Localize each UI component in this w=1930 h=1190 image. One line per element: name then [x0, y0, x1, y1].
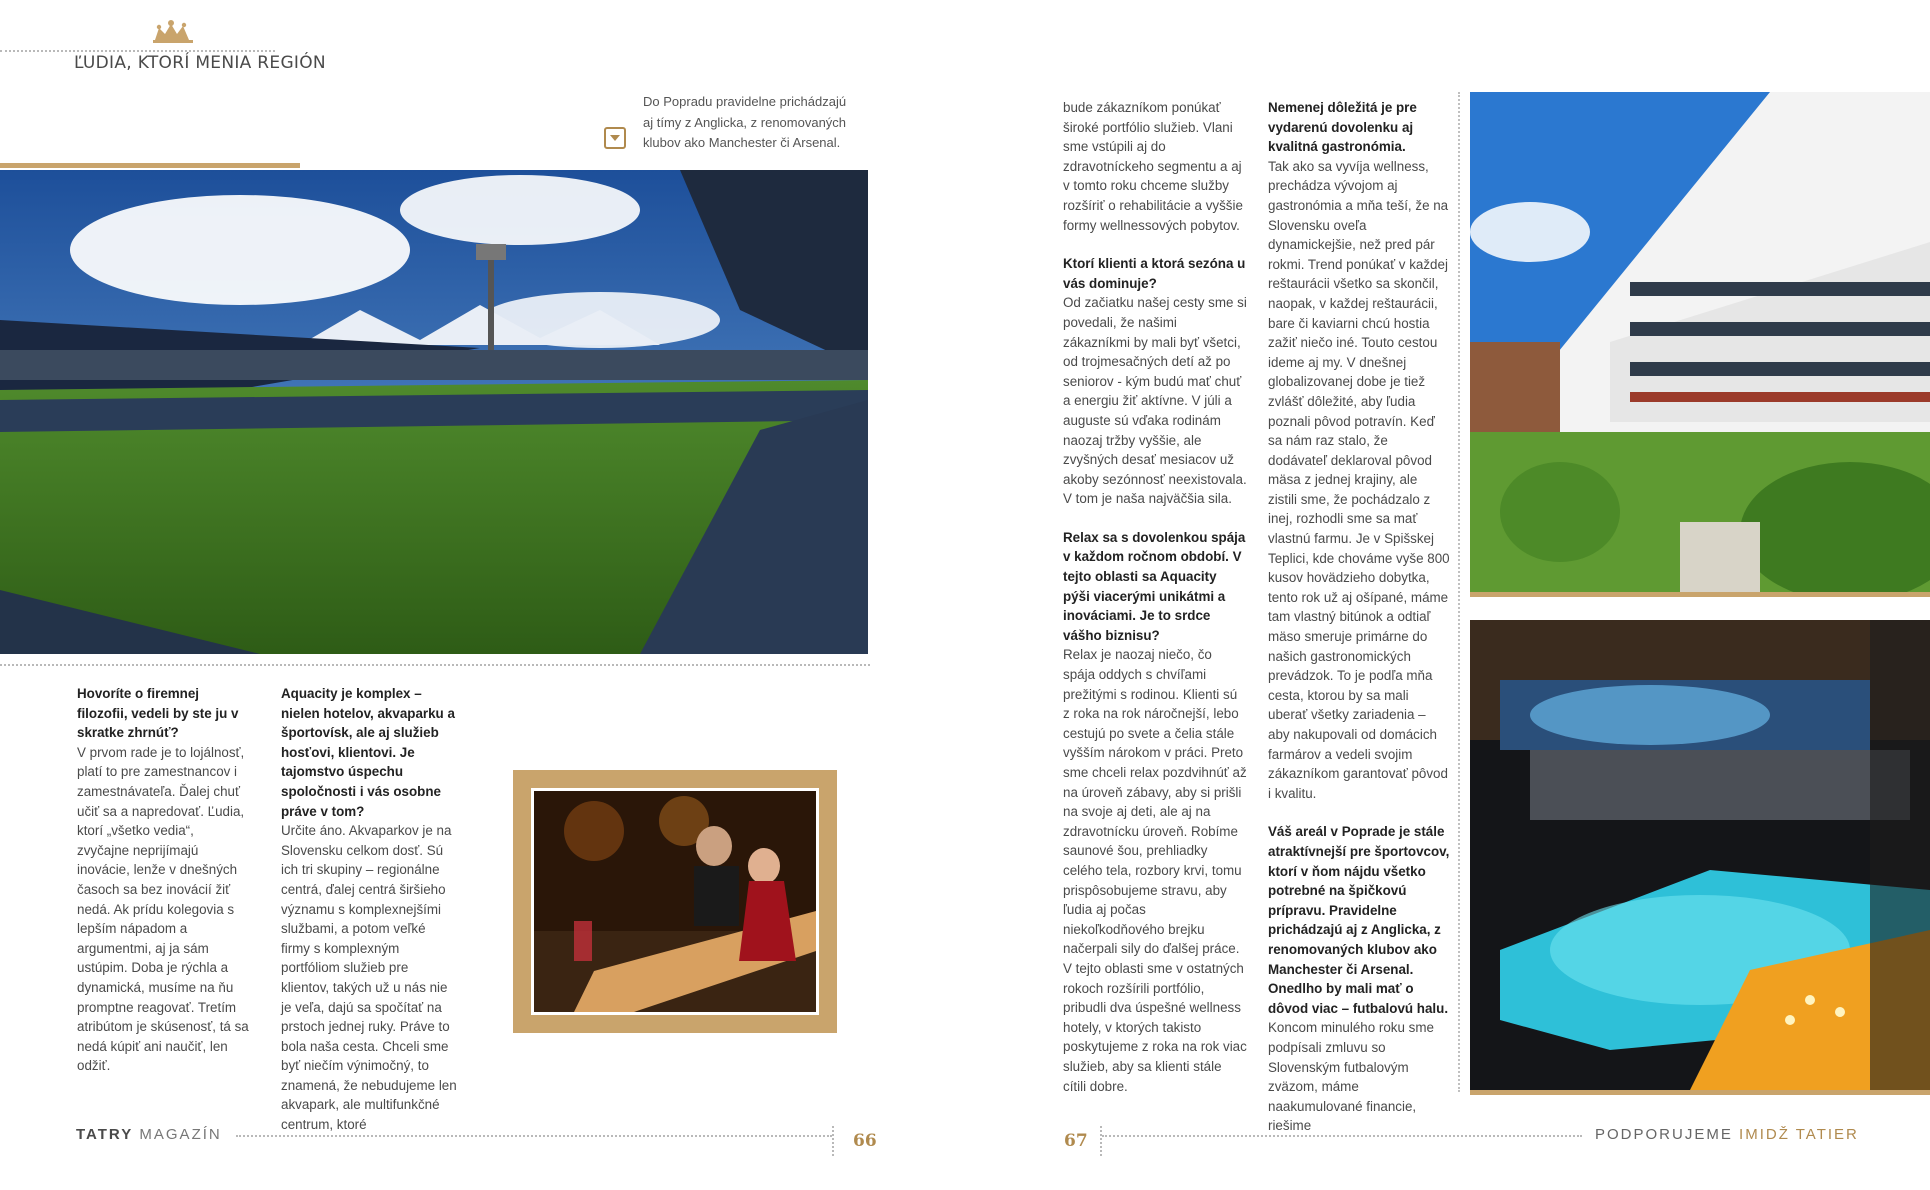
column-separator — [1458, 92, 1460, 1092]
footer-rule-left — [236, 1135, 832, 1137]
answer: Od začiatku našej cesty sme si povedali, že našimi zákazníkmi by mali byť všetci, od trojmesačných detí až po seniorov - kým budú mať chuť a energiu žiť aktívne. V júli a auguste sú vďaka rodinám naozaj tržby vyššie, ale zvyšných desať mesiacov už akoby sezónnosť neexistovala. V tom je naša najväčšia sila. — [1063, 295, 1247, 507]
stadium-photo — [0, 170, 868, 654]
footer-rule-right — [1102, 1135, 1582, 1137]
hotel-photo — [1470, 92, 1930, 592]
question: Aquacity je komplex – nielen hotelov, akvaparku a športovísk, ale aj služieb hosťovi, klientovi. Je tajomstvo úspechu spoločnosti i vás osobne práve v tom? — [281, 686, 455, 819]
answer: bude zákazníkom ponúkať široké portfólio služieb. Vlani sme vstúpili aj do zdravotníckeho segmentu a aj v tomto roku chceme služby rozšíriť o rehabilitácie a vyššie formy wellnessových pobytov. — [1063, 100, 1243, 233]
photo-bottom-bar — [1470, 1090, 1930, 1095]
left-column-2 — [281, 684, 457, 1154]
brand-light: MAGAZÍN — [139, 1126, 222, 1143]
question: Ktorí klienti a ktorá sezóna u vás dominuje? — [1063, 256, 1246, 291]
bar-photo-frame — [513, 770, 837, 1033]
magazine-logo-icon — [151, 18, 195, 44]
photo-divider — [1470, 592, 1930, 597]
slogan-a: PODPORUJEME — [1595, 1126, 1733, 1143]
page-number-left: 66 — [853, 1131, 877, 1151]
page-number-right: 67 — [1064, 1131, 1088, 1151]
brand-bold: TATRY — [76, 1126, 134, 1143]
footer-tick-left — [832, 1126, 834, 1156]
footer-brand — [76, 1126, 222, 1143]
bar-photo — [531, 788, 819, 1015]
slogan-b: IMIDŽ TATIER — [1739, 1126, 1859, 1143]
question: Nemenej dôležitá je pre vydarenú dovolenku aj kvalitná gastronómia. — [1268, 100, 1417, 155]
gold-accent-bar — [0, 163, 300, 168]
section-title: ĽUDIA, KTORÍ MENIA REGIÓN — [74, 53, 326, 73]
answer: Relax je naozaj niečo, čo spája oddych s chvíľami prežitými s rodinou. Klienti sú z roka na rok náročnejší, lebo cestujú po svete a čelia stále vyšším nárokom v práci. Preto sme chceli relax pozdvihnúť až na úroveň zábavy, aby si prišli na svoje aj deti, ale aj na zdravotnícku úroveň. Robíme saunové šou, prehliadky celého tela, rozbory krvi, tomu prispôsobujeme stravu, aby ľudia aj počas niekoľkodňového brejku načerpali sily do ďalšej práce. V tejto oblasti sme v ostatných rokoch rozšírili portfólio, pribudli dva úspešné wellness hotely, v ktorých takisto poskytujeme z roka na rok viac služieb, aby sa klienti stále cítili dobre. — [1063, 647, 1247, 1094]
right-column-1 — [1063, 98, 1247, 1115]
caption-marker-icon — [604, 127, 626, 149]
pool-photo — [1470, 620, 1930, 1090]
footer-slogan — [1595, 1126, 1859, 1143]
answer: Koncom minulého roku sme podpísali zmluvu so Slovenským futbalovým zväzom, máme naakumulované financie, riešime — [1268, 1020, 1434, 1134]
right-column-2 — [1268, 98, 1450, 1155]
answer: V prvom rade je to lojálnosť, platí to pre zamestnancov i zamestnávateľa. Ďalej chuť učiť sa a napredovať. Ľudia, ktorí „všetko vedia“, zvyčajne neprijímajú inovácie, lenže v dnešných časoch sa bez inovácií žiť nedá. Ak prídu kolegovia s lepším nápadom a argumentmi, aj ja sám ustúpim. Doba je rýchla a dynamická, musíme na ňu promptne reagovať. Tretím atribútom je skúsenosť, tá sa nedá kúpiť ani naučiť, len odžiť. — [77, 744, 249, 1074]
answer: Tak ako sa vyvíja wellness, prechádza vývojom aj gastronómia a mňa teší, že na Slovensku oveľa dynamickejšie, než pred pár rokmi. Trend ponúkať v každej reštaurácii všetko sa skončil, naopak, v každej reštaurácii, bare či kaviarni chcú hostia zažiť niečo iné. Touto cestou ideme aj my. V dnešnej globalizovanej dobe je tiež zvlášť dôležité, aby ľudia poznali pôvod potravín. Keď sa nám raz stalo, že dodávateľ deklaroval pôvod mäsa z jednej krajiny, ale zistili sme, že pochádzalo z inej, rozhodli sme sa mať vlastnú farmu. Je v Spišskej Teplici, kde chováme vyše 800 kusov hovädzieho dobytka, tento rok už aj ošípané, máme tam vlastný bitúnok a odtiaľ mäso smeruje primárne do našich gastronomických prevádzok. To je podľa mňa cesta, ktorou by sa mali uberať všetky zariadenia – aby nakupovali od domácich farmárov a vedeli svojim zákazníkom garantovať pôvod i kvalitu. — [1268, 158, 1450, 801]
answer: Určite áno. Akvaparkov je na Slovensku celkom dosť. Sú ich tri skupiny – regionálne centrá, ďalej centrá širšieho významu s komplexnejšími službami, a potom veľké firmy s komplexným portfóliom služieb pre klientov, takých už u nás nie je veľa, dajú sa spočítať na prstoch jednej ruky. Práve to bola naša cesta. Chceli sme byť niečím výnimočný, to znamená, že nebudujeme len akvapark, ale multifunkčné centrum, ktoré — [281, 823, 457, 1133]
question: Relax sa s dovolenkou spája v každom ročnom období. V tejto oblasti sa Aquacity pýši viacerými unikátmi a inováciami. Je to srdce vášho biznisu? — [1063, 529, 1246, 643]
question: Váš areál v Poprade je stále atraktívnejší pre športovcov, ktorí v ňom nájdu všetko potrebné na špičkovú prípravu. Pravidelne prichádzajú aj z Anglicka, z renomovaných klubov ako Manchester či Arsenal. Onedlho by mali mať o dôvod viac – futbalovú halu. — [1268, 824, 1450, 1016]
photo-caption: Do Popradu pravidelne prichádzajú aj tímy z Anglicka, z renomovaných klubov ako Manchester či Arsenal. — [643, 94, 847, 150]
header-rule — [0, 50, 275, 52]
photo-rule — [0, 664, 870, 666]
question: Hovoríte o firemnej filozofii, vedeli by ste ju v skratke zhrnúť? — [77, 686, 239, 741]
left-column-1 — [77, 684, 249, 1095]
footer-tick-right — [1100, 1126, 1102, 1156]
